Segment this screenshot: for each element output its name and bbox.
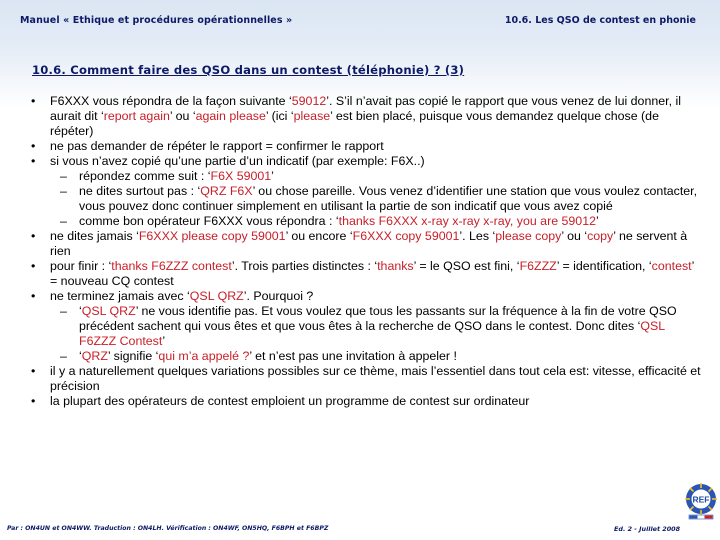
bullet-dash: – <box>60 349 67 363</box>
bullet-dot: • <box>31 139 36 153</box>
highlighted-phrase: please <box>293 109 331 123</box>
text-segment: pour finir : ‘ <box>50 259 112 273</box>
text-segment: ’ ou encore ‘ <box>285 229 353 243</box>
text-segment: ’ et n’est pas une invitation à appeler ! <box>249 349 457 363</box>
text-segment: ne pas demander de répéter le rapport = confirmer le rapport <box>50 139 384 153</box>
text-segment: ’ ou chose pareille. Vous venez d’identifier une station que vous voulez contacter, vous pouvez donc continuer simplement en utilisant la partie de son indicatif que vous avez copié <box>79 184 698 213</box>
text-segment: ne terminez jamais avec ‘ <box>50 289 190 303</box>
bullet-dot: • <box>31 259 36 273</box>
text-segment: il y a naturellement quelques variations possibles sur ce thème, mais l’essentiel dans tout cela est: vitesse, efficacité et précision <box>50 364 701 393</box>
ref-logo-icon <box>684 482 718 520</box>
text-segment: ’ est bien placé, puisque vous demandez quelque chose (de répéter) <box>50 109 659 138</box>
text-segment: ‘ <box>79 304 82 318</box>
header-manual-title: Manuel « Ethique et procédures opérationnelles » <box>20 15 293 26</box>
text-segment: ’ = identification, ‘ <box>556 259 652 273</box>
text-segment: ’ signifie ‘ <box>107 349 159 363</box>
sub-list-item <box>30 214 702 229</box>
text-segment: ’ <box>162 334 166 348</box>
bullet-dash: – <box>60 169 67 183</box>
text-segment: ’ ou ‘ <box>169 109 196 123</box>
sub-list-item <box>30 349 702 364</box>
text-segment: la plupart des opérateurs de contest emploient un programme de contest sur ordinateur <box>50 394 530 408</box>
text-segment: ’ = le QSO est fini, ‘ <box>413 259 520 273</box>
highlighted-phrase: F6X 59001 <box>210 169 272 183</box>
text-segment: ’. S’il n’avait pas copié le rapport que vous venez de lui donner, il aurait dit ‘ <box>50 94 681 123</box>
list-item <box>30 364 702 394</box>
highlighted-phrase: F6XXX please copy 59001 <box>138 229 286 243</box>
bullet-dot: • <box>31 154 36 168</box>
sub-list-item <box>30 184 702 214</box>
highlighted-phrase: thanks <box>377 259 414 273</box>
text-segment: comme bon opérateur F6XXX vous répondra : ‘ <box>79 214 339 228</box>
bullet-dash: – <box>60 214 67 228</box>
text-segment: F6XXX vous répondra de la façon suivante ‘ <box>50 94 292 108</box>
highlighted-phrase: copy <box>587 229 614 243</box>
text-segment: ’ ne vous identifie pas. Et vous voulez que tous les passants sur la fréquence à la fin de votre QSO précédent sachent qui vous êtes et que vous êtes à la recherche de QSO dans le contest. Donc dites ‘ <box>79 304 677 333</box>
text-segment: ’ ou ‘ <box>561 229 588 243</box>
highlighted-phrase: thanks F6XXX x-ray x-ray x-ray, you are 59012 <box>338 214 596 228</box>
text-segment: ’. Pourquoi ? <box>243 289 314 303</box>
text-segment: ‘ <box>79 349 82 363</box>
highlighted-phrase: thanks F6ZZZ contest <box>111 259 232 273</box>
bullet-dot: • <box>31 364 36 378</box>
list-item <box>30 259 702 289</box>
list-item <box>30 394 702 409</box>
highlighted-phrase: QSL F6ZZZ Contest <box>79 319 665 348</box>
list-item <box>30 94 702 139</box>
list-item <box>30 139 702 154</box>
highlighted-phrase: please copy <box>495 229 562 243</box>
text-segment: répondez comme suit : ‘ <box>79 169 211 183</box>
text-segment: si vous n’avez copié qu’une partie d’un indicatif (par exemple: F6X..) <box>50 154 425 168</box>
bullet-dot: • <box>31 394 36 408</box>
highlighted-phrase: F6XXX copy 59001 <box>352 229 460 243</box>
highlighted-phrase: 59012 <box>291 94 327 108</box>
text-segment: ne dites jamais ‘ <box>50 229 139 243</box>
sub-list-item <box>30 304 702 349</box>
list-item <box>30 154 702 169</box>
page-title: 10.6. Comment faire des QSO dans un contest (téléphonie) ? (3) <box>32 63 465 77</box>
footer-edition: Ed. 2 - Juillet 2008 <box>614 525 681 533</box>
highlighted-phrase: again please <box>195 109 266 123</box>
text-segment: ’ (ici ‘ <box>265 109 294 123</box>
footer-credits: Par : ON4UN et ON4WW. Traduction : ON4LH. Vérification : ON4WF, ON5HQ, F6BPH et F6BPZ <box>7 525 329 532</box>
highlighted-phrase: qui m’a appelé ? <box>158 349 250 363</box>
text-segment: ’ <box>595 214 599 228</box>
list-item <box>30 229 702 259</box>
bullet-dot: • <box>31 229 36 243</box>
text-segment: ’. Les ‘ <box>459 229 496 243</box>
highlighted-phrase: QSL QRZ <box>81 304 136 318</box>
highlighted-phrase: F6ZZZ <box>519 259 557 273</box>
header-section-title: 10.6. Les QSO de contest en phonie <box>504 15 696 26</box>
text-segment: ne dites surtout pas : ‘ <box>79 184 201 198</box>
text-segment: ’ ne servent à rien <box>50 229 688 258</box>
bullet-dot: • <box>31 289 36 303</box>
highlighted-phrase: QSL QRZ <box>189 289 244 303</box>
text-segment: ’. Trois parties distinctes : ‘ <box>231 259 378 273</box>
bullet-dash: – <box>60 304 67 318</box>
highlighted-phrase: contest <box>651 259 692 273</box>
highlighted-phrase: report again <box>103 109 170 123</box>
sub-list-item <box>30 169 702 184</box>
bullet-dot: • <box>31 94 36 108</box>
bullet-list <box>30 94 702 409</box>
list-item <box>30 289 702 304</box>
logo-text: REF <box>692 494 710 505</box>
highlighted-phrase: QRZ F6X <box>200 184 253 198</box>
highlighted-phrase: QRZ <box>81 349 108 363</box>
text-segment: ’ = nouveau CQ contest <box>50 259 694 288</box>
text-segment: ’ <box>271 169 274 183</box>
bullet-dash: – <box>60 184 67 198</box>
